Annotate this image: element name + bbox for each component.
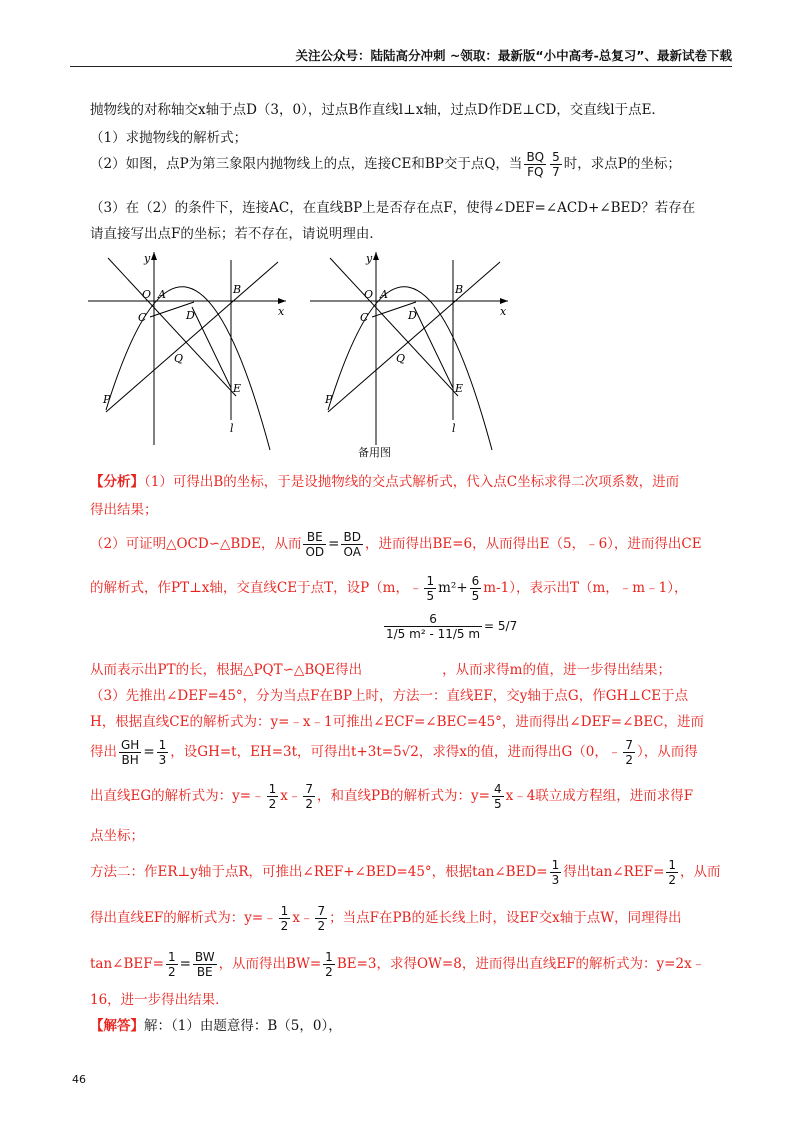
analysis-line-10: 出直线EG的解析式为：y=﹣ $\frac{1}{2}$ x﹣ $\frac{7}{2}$ ，和直线PB的解析式为：y= $\frac{4}{5}$ x﹣4联立成方程组，进而求得F	[90, 782, 694, 811]
segment-de	[192, 307, 231, 388]
label-d: D	[408, 309, 417, 322]
problem-line-1: 抛物线的对称轴交x轴于点D（3，0），过点B作直线l⊥x轴，过点D作DE⊥CD，交直线l于点E．	[90, 102, 665, 118]
fraction-gh-bh: $\frac{GH}{BH}$	[121, 738, 140, 767]
x-arrow-icon	[500, 298, 508, 304]
fraction-6-5: $\frac{6}{5}$	[471, 574, 480, 603]
fraction-4-5: $\frac{4}{5}$	[493, 782, 502, 811]
line-ce	[330, 258, 458, 396]
fraction-big: $\frac{6}{\text{1/5 m² - 11/5 m}}$	[386, 612, 481, 641]
text: （2）如图，点P为第三象限内抛物线上的点，连接CE和BP交于点Q，当	[90, 156, 523, 172]
fraction-1-2: $\frac{1}{2}$	[280, 904, 289, 933]
segment-de	[414, 307, 453, 388]
fraction-1-5: $\frac{1}{5}$	[426, 574, 435, 603]
fraction-7-2: $\frac{7}{2}$	[317, 904, 326, 933]
fraction-7-2: $\frac{7}{2}$	[625, 738, 633, 767]
page-header: 关注公众号：陆陆高分冲刺 ~领取：最新版“小中高考-总复习”、最新试卷下载	[70, 46, 732, 67]
line-ce	[108, 258, 236, 396]
fraction-1-2: $\frac{1}{2}$	[668, 858, 677, 887]
label-x: x	[500, 305, 507, 318]
label-d: D	[186, 309, 195, 322]
label-p: P	[103, 393, 111, 406]
fraction-1-2: $\frac{1}{2}$	[325, 950, 333, 979]
problem-line-2: （1）求抛物线的解析式；	[90, 130, 248, 146]
analysis-line-15: 16，进一步得出结果．	[90, 992, 229, 1008]
analysis-line-6: 从而表示出PT的长，根据△PQT∽△BQE得出 ，从而求得m的值，进一步得出结果；	[90, 662, 671, 678]
analysis-line-11: 点坐标；	[90, 828, 144, 844]
analysis-line-7: （3）先推出∠DEF=45°，分为当点F在BP上时，方法一：直线EF，交y轴于点G，作GH⊥CE于点	[90, 688, 689, 704]
label-l: l	[452, 422, 456, 435]
label-p: P	[325, 393, 333, 406]
answer-line: 【解答】解：（1）由题意得：B（5，0），	[90, 1018, 342, 1034]
text: 时，求点P的坐标；	[563, 156, 681, 172]
label-c: C	[138, 311, 147, 324]
label-l: l	[230, 422, 234, 435]
label-o: O	[142, 288, 152, 301]
label-y: y	[144, 252, 151, 265]
label-a: A	[380, 288, 388, 301]
analysis-line-4: 的解析式，作PT⊥x轴，交直线CE于点T，设P（m，﹣ $\frac{1}{5}$ m²+ $\frac{6}{5}$ m-1），表示出T（m，﹣m﹣1），	[90, 574, 688, 603]
label-b: B	[455, 283, 464, 296]
label-e: E	[233, 382, 242, 395]
fraction-1-3: $\frac{1}{3}$	[551, 858, 560, 887]
problem-line-3	[90, 150, 730, 179]
problem-line-4: （3）在（2）的条件下，连接AC，在直线BP上是否存在点F，使得∠DEF=∠ACD+∠BED？若存在	[90, 200, 696, 216]
fraction-bd-oa: $\frac{BD}{OA}$	[343, 530, 361, 559]
analysis-line-14: tan∠BEF= $\frac{1}{2}$ = $\frac{BW}{BE}$ ，从而得出BW= $\frac{1}{2}$ BE=3，求得OW=8，进而得出直线EF的解析式为：y=2x﹣	[90, 950, 706, 979]
analysis-line-8: H，根据直线CE的解析式为：y=﹣x﹣1可推出∠ECF=∠BEC=45°，进而得出∠DEF=∠BEC，进而	[90, 714, 705, 730]
analysis-line-12: 方法二：作ER⊥y轴于点R，可推出∠REF+∠BED=45°，根据tan∠BED= $\frac{1}{3}$ 得出tan∠REF= $\frac{1}{2}$ ，从而	[90, 858, 721, 887]
label-c: C	[360, 311, 369, 324]
label-x: x	[278, 305, 285, 318]
label-y: y	[366, 252, 373, 265]
page-number: 46	[72, 1073, 86, 1086]
fraction-be-od: $\frac{BE}{OD}$	[305, 530, 325, 559]
fraction-1-3: $\frac{1}{3}$	[158, 738, 167, 767]
parabola-figures	[88, 240, 528, 460]
label-b: B	[233, 283, 242, 296]
y-arrow-icon	[373, 252, 379, 260]
analysis-line-13: 得出直线EF的解析式为：y=﹣ $\frac{1}{2}$ x﹣ $\frac{7}{2}$ ；当点F在PB的延长线上时，设EF交x轴于点W，同理得出	[90, 904, 682, 933]
analysis-line-9: 得出 $\frac{GH}{BH}$ = $\frac{1}{3}$ ，设GH=t，EH=3t，可得出t+3t=5√2，求得x的值，进而得出G（0，﹣ $\frac{7}{2}$ ），从而得	[90, 738, 698, 767]
problem-line-5: 请直接写出点F的坐标；若不存在，请说明理由．	[90, 226, 383, 242]
fraction-1-2: $\frac{1}{2}$	[167, 950, 176, 979]
fraction-bw-be: $\frac{BW}{BE}$	[194, 950, 215, 979]
figure-main	[88, 252, 286, 450]
label-q: Q	[396, 352, 406, 365]
label-o: O	[364, 288, 374, 301]
y-arrow-icon	[151, 252, 157, 260]
figure-spare	[310, 252, 508, 459]
figure-area	[88, 240, 528, 460]
analysis-line-1: 【分析】（1）可得出B的坐标，于是设抛物线的交点式解析式，代入点C坐标求得二次项系数，进而	[90, 474, 680, 490]
x-arrow-icon	[278, 298, 286, 304]
fraction-bq-fq: $\frac{BQ}{FQ}$	[526, 150, 545, 179]
analysis-line-3: （2）可证明△OCD∽△BDE，从而 $\frac{BE}{OD}$ = $\frac{BD}{OA}$ ，进而得出BE=6，从而得出E（5，﹣6），进而得出CE	[90, 530, 702, 559]
figure-caption: 备用图	[358, 446, 391, 459]
fraction-1-2: $\frac{1}{2}$	[268, 782, 277, 811]
label-e: E	[455, 382, 464, 395]
label-a: A	[158, 288, 166, 301]
fraction-5-7: $\frac{5}{7}$	[552, 150, 560, 179]
fraction-7-2: $\frac{7}{2}$	[305, 782, 313, 811]
label-q: Q	[174, 352, 184, 365]
ratio-equation: $\frac{6}{\text{1/5 m² - 11/5 m}}$ = 5/7	[386, 612, 518, 641]
analysis-line-2: 得出结果；	[90, 502, 158, 518]
